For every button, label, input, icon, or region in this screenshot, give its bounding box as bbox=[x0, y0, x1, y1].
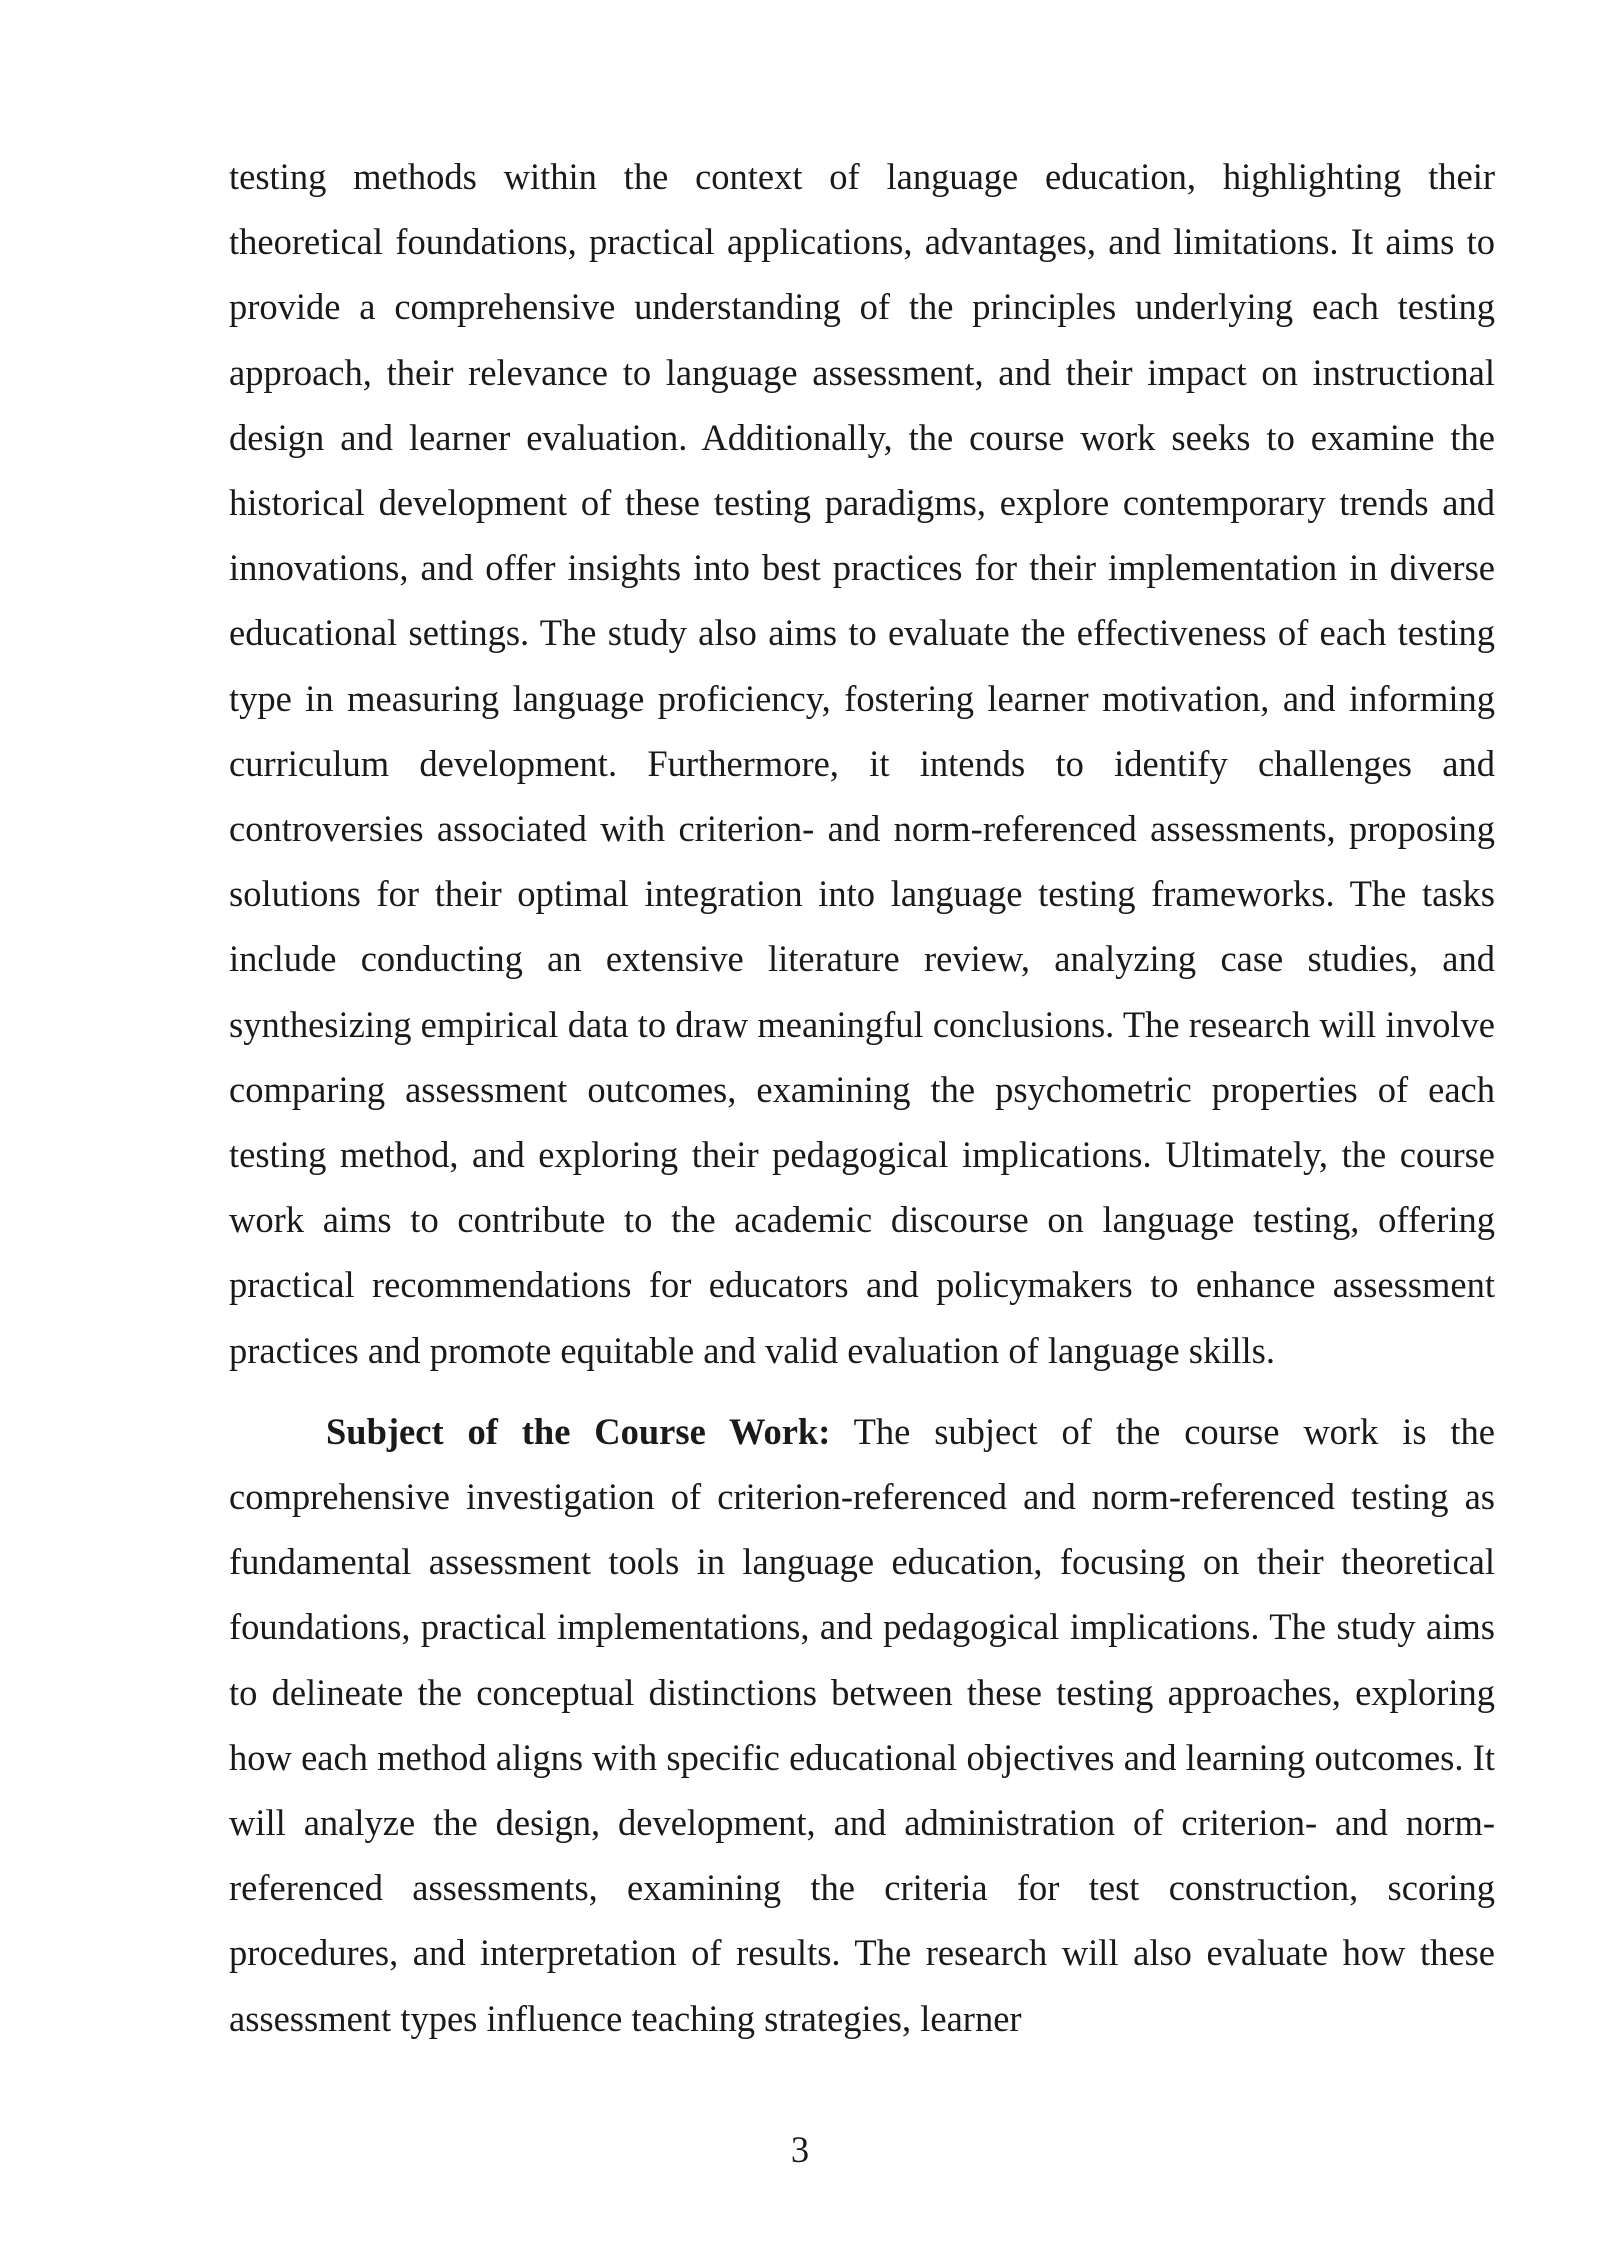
body-text bbox=[229, 144, 1495, 2051]
subject-text: The subject of the course work is the comprehensive investigation of criterion-referenced and norm-referenced testing as fundamental assessment tools in language education, focusing on their theoretical foundations, practical implementations, and pedagogical implications. The study aims to delineate the conceptual distinctions between these testing approaches, exploring how each method aligns with specific educational objectives and learning outcomes. It will analyze the design, development, and administration of criterion- and norm-referenced assessments, examining the criteria for test construction, scoring procedures, and interpretation of results. The research will also evaluate how these assessment types influence teaching strategies, learner bbox=[229, 1410, 1495, 2039]
paragraph-subject bbox=[229, 1399, 1495, 2051]
subject-heading: Subject of the Course Work: bbox=[326, 1410, 831, 1452]
paragraph-course-aims: testing methods within the context of language education, highlighting their theoretical foundations, practical applications, advantages, and limitations. It aims to provide a comprehensive understanding of the principles underlying each testing approach, their relevance to language assessment, and their impact on instructional design and learner evaluation. Additionally, the course work seeks to examine the historical development of these testing paradigms, explore contemporary trends and innovations, and offer insights into best practices for their implementation in diverse educational settings. The study also aims to evaluate the effectiveness of each testing type in measuring language proficiency, fostering learner motivation, and informing curriculum development. Furthermore, it intends to identify challenges and controversies associated with criterion- and norm-referenced assessments, proposing solutions for their optimal integration into language testing frameworks. The tasks include conducting an extensive literature review, analyzing case studies, and synthesizing empirical data to draw meaningful conclusions. The research will involve comparing assessment outcomes, examining the psychometric properties of each testing method, and exploring their pedagogical implications. Ultimately, the course work aims to contribute to the academic discourse on language testing, offering practical recommendations for educators and policymakers to enhance assessment practices and promote equitable and valid evaluation of language skills. bbox=[229, 156, 1495, 1371]
page-number: 3 bbox=[790, 2129, 810, 2170]
